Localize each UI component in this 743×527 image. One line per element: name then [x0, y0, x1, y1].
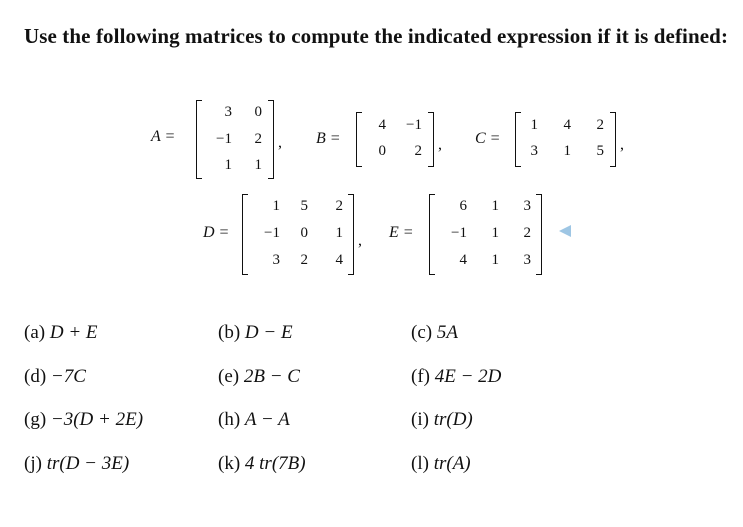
matrix-b-cell: 4 — [378, 117, 386, 133]
matrix-c-cell: 1 — [563, 143, 571, 159]
problem-tag: (h) — [218, 409, 241, 430]
matrix-d-left-bracket — [242, 194, 248, 275]
matrix-d-cell: 1 — [272, 198, 280, 214]
matrix-e-left-bracket — [429, 194, 435, 275]
matrix-b — [356, 112, 434, 168]
matrix-d-cell: −1 — [264, 225, 280, 241]
matrix-d-cell: 0 — [300, 225, 308, 241]
problem-tag: (g) — [24, 409, 47, 430]
matrix-e-cell: −1 — [451, 225, 467, 241]
matrix-b-cell: 2 — [414, 143, 422, 159]
problem-i — [411, 409, 473, 431]
matrix-b-label: B = — [316, 130, 341, 147]
matrix-c-cell: 1 — [530, 117, 538, 133]
matrix-c-right-bracket — [610, 112, 616, 167]
matrix-a-left-bracket — [196, 100, 202, 179]
problem-k — [218, 453, 306, 475]
problem-tag: (f) — [411, 366, 430, 387]
matrix-e-cell: 4 — [459, 252, 467, 268]
matrix-e-right-bracket — [536, 194, 542, 275]
matrix-d — [242, 194, 354, 276]
problem-expression: D − E — [244, 322, 293, 343]
matrix-c-cell: 5 — [596, 143, 604, 159]
matrix-e — [429, 194, 542, 276]
instruction-heading: Use the following matrices to compute the indicated expression if it is defined: — [24, 24, 729, 48]
matrix-d-comma: , — [358, 232, 362, 249]
matrix-d-cell: 5 — [300, 198, 308, 214]
matrix-d-cell: 3 — [272, 252, 280, 268]
problem-expression: 4E − 2D — [434, 366, 502, 387]
matrix-a-cell: 1 — [224, 157, 232, 173]
problem-expression: 4 tr(7B) — [244, 453, 306, 474]
matrix-e-cell: 6 — [459, 198, 467, 214]
matrix-e-label: E = — [389, 224, 414, 241]
matrix-c-cell: 2 — [596, 117, 604, 133]
problem-l — [411, 453, 471, 475]
matrix-e-cell: 2 — [523, 225, 531, 241]
matrix-b-cell: 0 — [378, 143, 386, 159]
problem-expression: tr(A) — [433, 453, 471, 474]
problem-tag: (a) — [24, 322, 46, 343]
matrix-b-right-bracket — [428, 112, 434, 167]
problem-c — [411, 322, 458, 344]
matrix-c-cell: 3 — [530, 143, 538, 159]
matrix-e-cell: 1 — [491, 198, 499, 214]
matrix-a-comma: , — [278, 134, 282, 151]
problem-b — [218, 322, 293, 344]
matrix-b-cell: −1 — [406, 117, 422, 133]
problem-expression: 2B − C — [243, 366, 300, 387]
problem-tag: (i) — [411, 409, 429, 430]
problem-expression: tr(D − 3E) — [46, 453, 130, 474]
problem-expression: tr(D) — [433, 409, 473, 430]
left-pointing-triangle-icon[interactable] — [559, 225, 571, 237]
matrix-d-right-bracket — [348, 194, 354, 275]
matrix-a-cell: 3 — [224, 104, 232, 120]
problem-h — [218, 409, 290, 431]
matrix-a — [196, 100, 274, 180]
problem-expression: 5A — [436, 322, 458, 343]
problem-tag: (b) — [218, 322, 241, 343]
problem-d — [24, 366, 86, 388]
matrix-c — [515, 112, 616, 168]
problem-expression: A − A — [244, 409, 290, 430]
matrix-c-label: C = — [475, 130, 501, 147]
matrix-c-cell: 4 — [563, 117, 571, 133]
matrix-d-cell: 2 — [335, 198, 343, 214]
matrix-e-cell: 3 — [523, 252, 531, 268]
matrix-b-left-bracket — [356, 112, 362, 167]
matrix-d-label: D = — [203, 224, 230, 241]
problem-j — [24, 453, 129, 475]
problem-tag: (l) — [411, 453, 429, 474]
matrix-d-cell: 1 — [335, 225, 343, 241]
matrix-a-cell: 1 — [254, 157, 262, 173]
problem-tag: (k) — [218, 453, 241, 474]
matrix-a-right-bracket — [268, 100, 274, 179]
problem-g — [24, 409, 143, 431]
problem-tag: (c) — [411, 322, 433, 343]
matrix-d-cell: 2 — [300, 252, 308, 268]
problem-tag: (e) — [218, 366, 240, 387]
matrix-a-cell: 0 — [254, 104, 262, 120]
problem-f — [411, 366, 501, 388]
matrix-a-label: A = — [151, 128, 176, 145]
problem-tag: (j) — [24, 453, 42, 474]
matrix-d-cell: 4 — [335, 252, 343, 268]
problem-tag: (d) — [24, 366, 47, 387]
problem-expression: −3(D + 2E) — [50, 409, 144, 430]
matrix-e-cell: 3 — [523, 198, 531, 214]
matrix-c-comma: , — [620, 136, 624, 153]
problem-a — [24, 322, 98, 344]
problem-expression: D + E — [49, 322, 98, 343]
problem-e — [218, 366, 300, 388]
matrix-e-cell: 1 — [491, 252, 499, 268]
matrix-a-cell: 2 — [254, 131, 262, 147]
matrix-e-cell: 1 — [491, 225, 499, 241]
matrix-a-cell: −1 — [216, 131, 232, 147]
problem-expression: −7C — [50, 366, 86, 387]
matrix-b-comma: , — [438, 136, 442, 153]
